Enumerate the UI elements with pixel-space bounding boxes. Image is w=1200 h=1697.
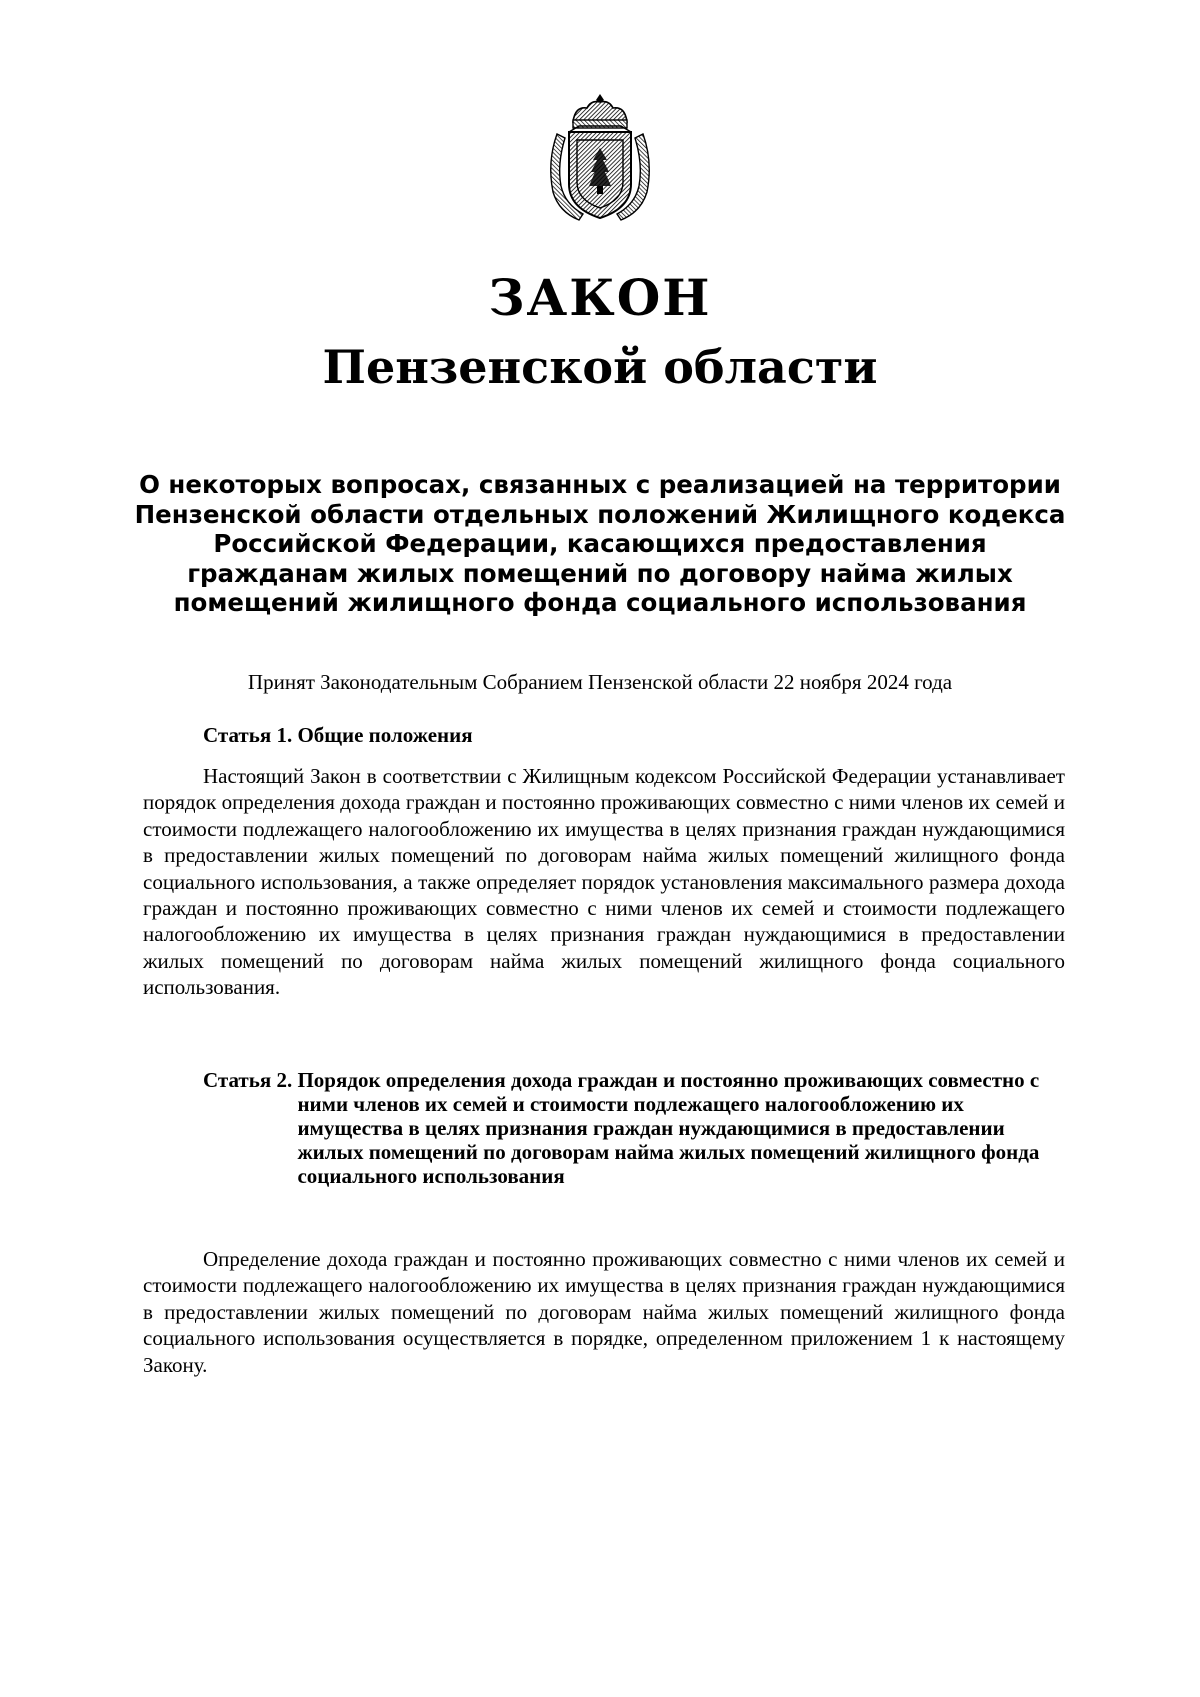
law-region: Пензенской области [322,340,878,394]
law-title: ЗАКОН [488,268,712,327]
penza-region-coat-of-arms-icon [543,92,657,226]
article-2-number: Статья 2. [203,1068,293,1092]
article-1-heading: Статья 1. Общие положения [203,723,473,747]
adoption-statement: Принят Законодательным Собранием Пензенской области 22 ноября 2024 года [247,670,953,694]
article-2-heading [203,1068,1073,1188]
article-2-title: Порядок определения дохода граждан и постоянно проживающих совместно с ними членов их семей и стоимости подлежащего налогообложению их имущества в целях признания граждан нуждающимися в предоставлении жилых помещений по договорам найма жилых помещений жилищного фонда социального использования [297,1068,1040,1188]
article-1-text: Настоящий Закон в соответствии с Жилищным кодексом Российской Федерации устанавливает порядок определения дохода граждан и постоянно проживающих совместно с ними членов их семей и стоимости подлежащего налогообложению их имущества в целях признания граждан нуждающимися в предоставлении жилых помещений по договорам найма жилых помещений жилищного фонда социального использования, а также определяет порядок установления максимального размера дохода граждан и постоянно проживающих совместно с ними членов их семей и стоимости подлежащего налогообложению их имущества в целях признания граждан нуждающимися в предоставлении жилых помещений по договорам найма жилых помещений жилищного фонда социального использования. [143,764,1065,1000]
article-2-text: Определение дохода граждан и постоянно проживающих совместно с ними членов их семей и стоимости подлежащего налогообложению их имущества в целях признания граждан нуждающимися в предоставлении жилых помещений по договорам найма жилых помещений жилищного фонда социального использования осуществляется в порядке, определенном приложением 1 к настоящему Закону. [143,1247,1065,1377]
law-subject: О некоторых вопросах, связанных с реализацией на территории Пензенской области отдельных положений Жилищного кодекса Российской Федерации, касающихся предоставления гражданам жилых помещений по договору найма жилых помещений жилищного фонда социального использования [134,470,1066,618]
